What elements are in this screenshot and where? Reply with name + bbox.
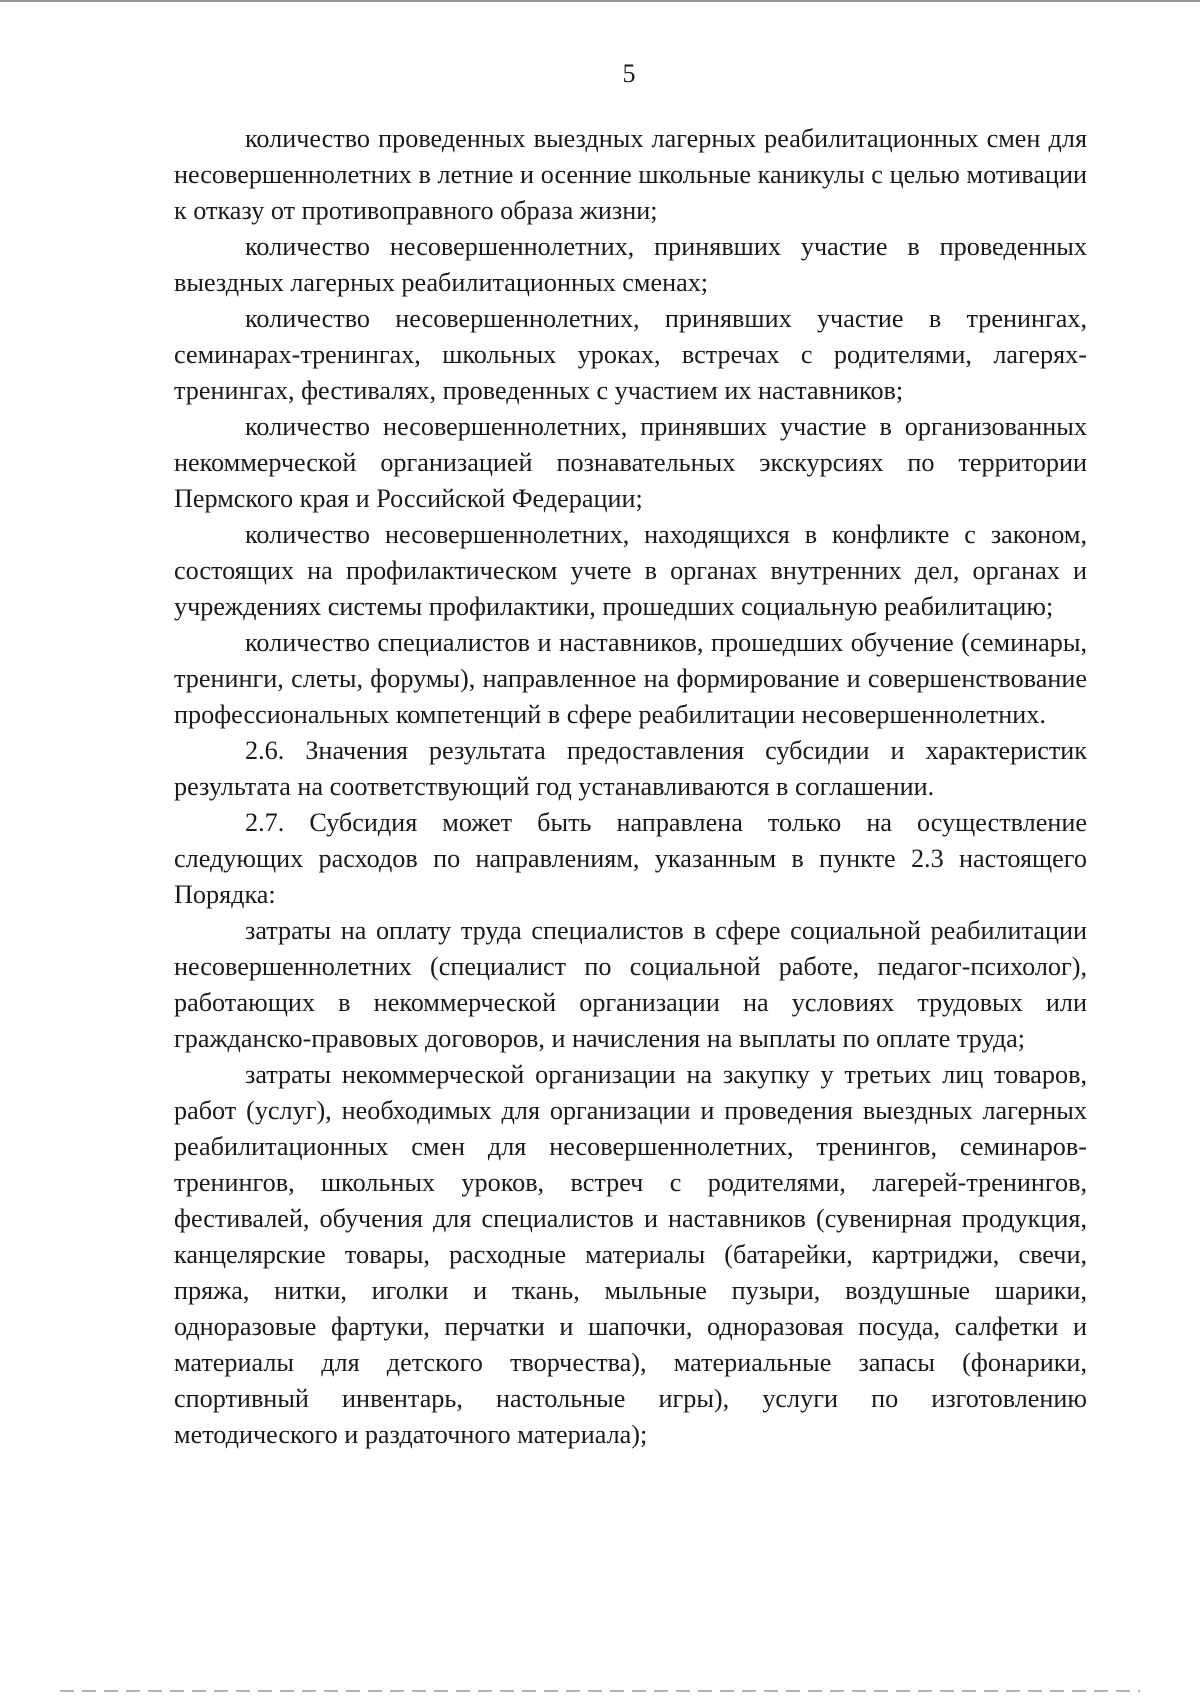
paragraph: количество проведенных выездных лагерных реабилитационных смен для несовершеннолетних в летние и осенние школьные каникулы с целью мотивации к отказу от противоправного образа жизни;	[174, 124, 1087, 225]
page-number: 5	[622, 59, 636, 88]
paragraph: количество специалистов и наставников, прошедших обучение (семинары, тренинги, слеты, форумы), направленное на формирование и совершенствование профессиональных компетенций в сфере реабилитации несовершеннолетних.	[174, 628, 1087, 729]
document-body	[174, 121, 1087, 1453]
page-bottom-edge	[60, 1690, 1140, 1692]
paragraph: затраты на оплату труда специалистов в сфере социальной реабилитации несовершеннолетних (специалист по социальной работе, педагог-психолог), работающих в некоммерческой организации на условиях трудовых или гражданско-правовых договоров, и начисления на выплаты по оплате труда;	[174, 916, 1087, 1053]
paragraph: количество несовершеннолетних, принявших участие в организованных некоммерческой организацией познавательных экскурсиях по территории Пермского края и Российской Федерации;	[174, 412, 1087, 513]
paragraph-clause-2-7: 2.7. Субсидия может быть направлена только на осуществление следующих расходов по направлениям, указанным в пункте 2.3 настоящего Порядка:	[174, 808, 1087, 909]
paragraph: количество несовершеннолетних, принявших участие в проведенных выездных лагерных реабилитационных сменах;	[174, 232, 1087, 297]
page-top-edge	[0, 0, 1200, 2]
paragraph: количество несовершеннолетних, находящихся в конфликте с законом, состоящих на профилактическом учете в органах внутренних дел, органах и учреждениях системы профилактики, прошедших социальную реабилитацию;	[174, 520, 1087, 621]
paragraph: затраты некоммерческой организации на закупку у третьих лиц товаров, работ (услуг), необходимых для организации и проведения выездных лагерных реабилитационных смен для несовершеннолетних, тренингов, семинаров-тренингов, школьных уроков, встреч с родителями, лагерей-тренингов, фестивалей, обучения для специалистов и наставников (сувенирная продукция, канцелярские товары, расходные материалы (батарейки, картриджи, свечи, пряжа, нитки, иголки и ткань, мыльные пузыри, воздушные шарики, одноразовые фартуки, перчатки и шапочки, одноразовая посуда, салфетки и материалы для детского творчества), материальные запасы (фонарики, спортивный инвентарь, настольные игры), услуги по изготовлению методического и раздаточного материала);	[174, 1060, 1087, 1449]
paragraph: количество несовершеннолетних, принявших участие в тренингах, семинарах-тренингах, школьных уроках, встречах с родителями, лагерях-тренингах, фестивалях, проведенных с участием их наставников;	[174, 304, 1087, 405]
paragraph-clause-2-6: 2.6. Значения результата предоставления субсидии и характеристик результата на соответствующий год устанавливаются в соглашении.	[174, 736, 1087, 801]
